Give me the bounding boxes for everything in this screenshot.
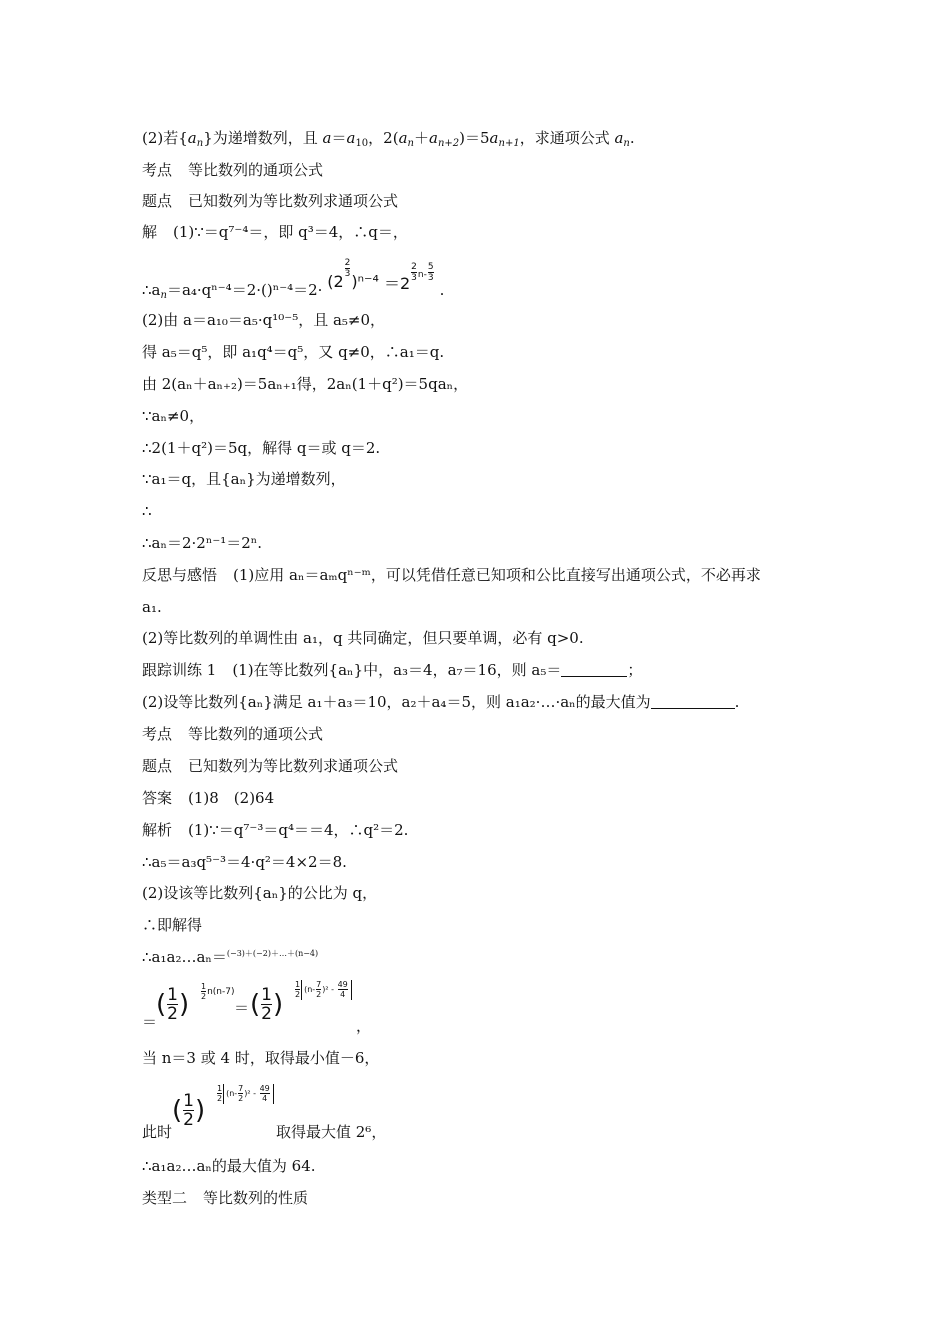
frac-den: 2 <box>183 1110 194 1130</box>
subscript: n <box>407 138 414 149</box>
text-run: 得 a₅＝q⁵，即 a₁q⁴＝q⁵，又 q≠0，∴a₁＝q. <box>142 343 445 361</box>
text-run: ∴a₅＝a₃q⁵⁻³＝4·q²＝4×2＝8. <box>142 853 347 871</box>
left-paren: ( <box>156 989 167 1020</box>
exp-num: 5 <box>427 262 434 272</box>
reflection-line <box>142 565 761 585</box>
exp-num: 7 <box>238 1084 244 1093</box>
exp-bracket <box>223 1084 274 1104</box>
text-run: 取得最大值 2⁶， <box>276 1123 387 1141</box>
exp-text: )² - <box>322 985 337 994</box>
text-run: ，2( <box>368 129 399 147</box>
exp-text: (n- <box>226 1089 238 1098</box>
text-run: ＝ <box>331 129 347 147</box>
exercise-line2 <box>142 692 739 712</box>
text-run: . <box>734 693 740 711</box>
problem-part2-line <box>142 128 635 148</box>
exercise-line1 <box>142 660 642 680</box>
part2-line5 <box>142 438 380 458</box>
exp-text: )² - <box>244 1089 259 1098</box>
text-run: 当 n＝3 或 4 时，取得最小值－6， <box>142 1049 380 1067</box>
text-run: 此时 <box>142 1123 173 1141</box>
kaodian-line <box>142 160 323 180</box>
power-expression <box>327 258 384 291</box>
reflection-2 <box>142 628 584 648</box>
exp-den: 3 <box>411 273 417 283</box>
solution-label: 解 <box>142 223 158 241</box>
power-half-1 <box>156 982 235 1024</box>
final-base: ＝2 <box>383 274 411 293</box>
part2-line2 <box>142 342 444 362</box>
exp-frac <box>238 1084 243 1103</box>
power-half-2 <box>250 980 348 1024</box>
subscript: n+1 <box>498 138 520 149</box>
text-run: . <box>629 129 635 147</box>
reflection-cont <box>142 597 162 617</box>
solution-text: (1)∵＝q⁷⁻⁴＝，即 q³＝4，∴q＝， <box>173 223 408 241</box>
text-run: ∴a₁a₂…aₙ＝ <box>142 948 227 966</box>
var-a: a <box>322 129 332 147</box>
frac-den: 2 <box>167 1004 178 1024</box>
exp-frac <box>316 980 321 999</box>
tidian-label: 题点 <box>142 757 173 775</box>
frac-num: 1 <box>167 985 178 1005</box>
kaodian-label: 考点 <box>142 725 173 743</box>
half-fraction <box>183 1092 194 1129</box>
subscript: n <box>196 138 204 149</box>
var-a: a <box>398 129 408 147</box>
kaodian-text: 等比数列的通项公式 <box>188 161 324 179</box>
exp-frac <box>295 980 300 999</box>
power-half-3 <box>172 1084 270 1130</box>
exp-num: 2 <box>411 262 417 272</box>
analysis-line2 <box>142 852 347 872</box>
answer-label: 答案 <box>142 789 173 807</box>
answer-blank <box>561 662 627 677</box>
text-run: ∵aₙ≠0， <box>142 407 205 425</box>
half-fraction <box>261 986 272 1023</box>
text-run: ∴a <box>142 281 161 299</box>
exp-frac <box>260 1084 270 1103</box>
text-run: ，求通项公式 <box>519 129 615 147</box>
section-label: 类型二 <box>142 1189 188 1207</box>
reflection-label: 反思与感悟 <box>142 566 218 584</box>
text-run: ∴a₁a₂…aₙ的最大值为 64. <box>142 1157 316 1175</box>
final-exp-frac1 <box>411 262 417 283</box>
right-paren: ) <box>178 989 190 1020</box>
kaodian-label: 考点 <box>142 161 173 179</box>
frac-den: 2 <box>261 1004 272 1024</box>
power-exp-2 <box>294 980 352 1000</box>
analysis-text: (1)∵＝q⁷⁻³＝q⁴＝＝4，∴q²＝2. <box>188 821 409 839</box>
kaodian2-line <box>142 724 323 744</box>
tidian-label: 题点 <box>142 192 173 210</box>
an-formula-line: $\therefore a_n=a_4\cdot q^{n-4}=2\cdot()^{n-4}=2\cdot (2$ $\frac{2}{3}$ )ⁿ⁻⁴ ＝2 $\frac{2}{3}$ $^{n-}$ $\frac{5}{3}$ . <box>142 258 445 301</box>
exp-num: 1 <box>217 1084 223 1093</box>
frac-num: 1 <box>183 1091 194 1111</box>
final-exp-text: n- <box>417 270 427 280</box>
reflection-text: (1)应用 aₙ＝aₘqⁿ⁻ᵐ，可以凭借任意已知项和公比直接写出通项公式，不必再求 <box>233 566 761 584</box>
text-run: ＝ <box>142 1013 158 1031</box>
exp-den: 3 <box>427 273 434 283</box>
analysis-line5 <box>142 947 318 967</box>
exp-den: 2 <box>295 990 301 999</box>
text-run: ∴即解得 <box>142 916 203 934</box>
part2-line8 <box>142 533 262 553</box>
power-base: (2 <box>327 272 344 291</box>
subscript: n+2 <box>437 138 460 149</box>
exp-num: 49 <box>337 980 348 989</box>
exp-frac <box>338 980 348 999</box>
part2-line7 <box>142 501 152 521</box>
tidian-text: 已知数列为等比数列求通项公式 <box>188 192 399 210</box>
text-run: )＝5 <box>459 129 490 147</box>
exp-den: 2 <box>316 990 322 999</box>
text-run: ∴aₙ＝2·2ⁿ⁻¹＝2ⁿ. <box>142 534 263 552</box>
exp-num: 1 <box>201 982 207 991</box>
solution-line <box>142 222 408 242</box>
text-run: }为递增数列，且 <box>203 129 323 147</box>
final-line <box>142 1156 316 1176</box>
dang-line <box>142 1048 379 1068</box>
section-heading <box>142 1188 308 1208</box>
exp-num: 2 <box>344 258 351 268</box>
left-paren: ( <box>250 989 261 1020</box>
answer-line <box>142 788 274 808</box>
text-run: (2)由 a＝a₁₀＝a₅·q¹⁰⁻⁵，且 a₅≠0， <box>142 311 386 329</box>
exp-num: 1 <box>295 980 301 989</box>
right-paren: ) <box>194 1095 206 1126</box>
exp-den: 4 <box>262 1094 268 1103</box>
text-run: ∴ <box>142 502 152 520</box>
exp-text: n(n-7) <box>207 987 235 997</box>
text-run: . <box>439 281 445 299</box>
analysis-label: 解析 <box>142 821 173 839</box>
subscript: n <box>623 138 630 149</box>
exp-frac <box>201 982 206 1001</box>
var-a: a <box>346 129 356 147</box>
tidian-text: 已知数列为等比数列求通项公式 <box>188 757 399 775</box>
exp-den: 2 <box>201 992 207 1001</box>
exp-num: 49 <box>259 1084 270 1093</box>
text-run: (2)等比数列的单调性由 a₁，q 共同确定，但只要单调，必有 q>0. <box>142 629 584 647</box>
exp-den: 3 <box>344 269 351 279</box>
exp-den: 2 <box>238 1094 244 1103</box>
text-run: ∵a₁＝q，且{aₙ}为递增数列， <box>142 470 346 488</box>
subscript: 10 <box>355 138 369 149</box>
part2-line3 <box>142 374 468 394</box>
var-a: a <box>489 129 499 147</box>
frac-num: 1 <box>261 985 272 1005</box>
text-run: ∴2(1＋q²)＝5q，解得 q＝或 q＝2. <box>142 439 381 457</box>
exp-num: 7 <box>316 980 322 989</box>
text-run: a₁. <box>142 598 162 616</box>
power-exp-3 <box>216 1084 274 1104</box>
analysis-line4 <box>142 915 202 935</box>
exercise-text: (1)在等比数列{aₙ}中，a₃＝4，a₇＝16，则 a₅＝ <box>232 661 562 679</box>
tidian2-line <box>142 756 398 776</box>
answer-blank <box>651 694 735 709</box>
final-exp-frac2 <box>428 262 434 283</box>
var-a: a <box>187 129 197 147</box>
part2-line1 <box>142 310 385 330</box>
tidian-line <box>142 191 398 211</box>
text-run: 由 2(aₙ＋aₙ₊₂)＝5aₙ₊₁得，2aₙ(1＋q²)＝5qaₙ， <box>142 375 469 393</box>
exercise-label: 跟踪训练 1 <box>142 661 217 679</box>
power-exp-fraction <box>345 258 351 279</box>
exp-bracket <box>301 980 352 1000</box>
var-a: a <box>614 129 624 147</box>
section-title: 等比数列的性质 <box>203 1189 309 1207</box>
exp-den: 2 <box>217 1094 223 1103</box>
part2-line4 <box>142 406 204 426</box>
analysis-line3 <box>142 883 377 903</box>
text-run: ＝ <box>234 999 250 1017</box>
exponent-sum: (−3)＋(−2)＋…＋(n−4) <box>226 949 319 958</box>
exp-text: (n- <box>304 985 316 994</box>
text-run: (2)设该等比数列{aₙ}的公比为 q， <box>142 884 378 902</box>
var-a: a <box>429 129 438 147</box>
kaodian-text: 等比数列的通项公式 <box>188 725 324 743</box>
answer-text: (1)8 (2)64 <box>188 789 275 807</box>
text-run: ＝a₄·qⁿ⁻⁴＝2·()ⁿ⁻⁴＝2· <box>166 281 323 299</box>
power-exp-1 <box>200 982 235 1002</box>
right-paren: ) <box>272 989 284 1020</box>
text-run: (2)若{ <box>142 129 188 147</box>
text-run: ， <box>356 1017 372 1035</box>
exercise-text: (2)设等比数列{aₙ}满足 a₁＋a₃＝10，a₂＋a₄＝5，则 a₁a₂·…·aₙ的最大值为 <box>142 693 651 711</box>
analysis-line <box>142 820 408 840</box>
exp-den: 4 <box>340 990 346 999</box>
text-run: ； <box>627 661 643 679</box>
left-paren: ( <box>172 1095 183 1126</box>
text-run: ＋ <box>413 129 429 147</box>
exp-frac <box>217 1084 222 1103</box>
half-fraction <box>167 986 178 1023</box>
part2-line6 <box>142 469 346 489</box>
power-exp: )ⁿ⁻⁴ <box>351 272 379 291</box>
final-power <box>383 262 440 293</box>
